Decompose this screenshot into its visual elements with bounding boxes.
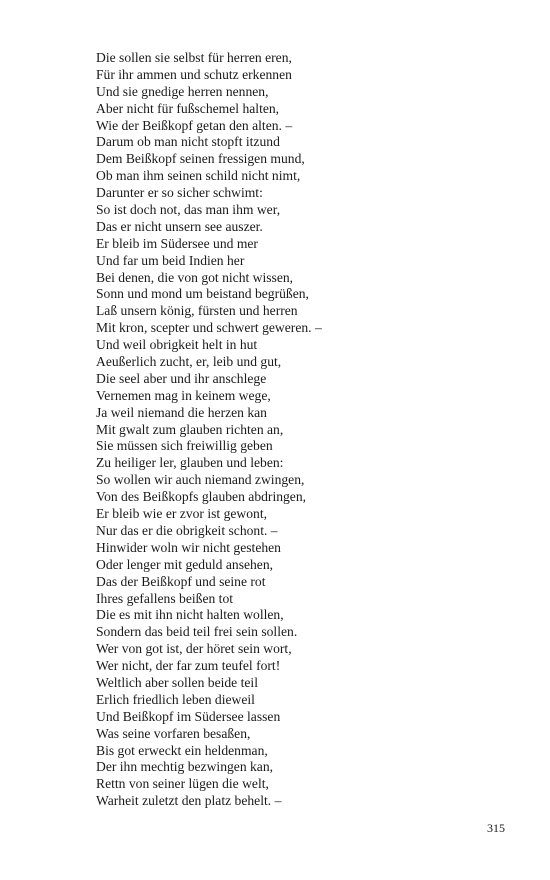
poem-line: Aeußerlich zucht, er, leib und gut, — [96, 354, 282, 370]
poem-line: Sie müssen sich freiwillig geben — [96, 438, 273, 454]
poem-line: Wer nicht, der far zum teufel fort! — [96, 658, 281, 674]
poem-line: Und weil obrigkeit helt in hut — [96, 337, 258, 353]
poem-line: Was seine vorfaren besaßen, — [96, 725, 251, 741]
poem-line: Darunter er so sicher schwimt: — [96, 185, 263, 201]
poem-line: Ja weil niemand die herzen kan — [96, 404, 267, 420]
poem-line: Aber nicht für fußschemel halten, — [96, 100, 280, 116]
poem-line: So ist doch not, das man ihm wer, — [96, 202, 281, 218]
poem-line: Ob man ihm seinen schild nicht nimt, — [96, 168, 301, 184]
poem-line: So wollen wir auch niemand zwingen, — [96, 472, 305, 488]
poem-line: Die es mit ihn nicht halten wollen, — [96, 607, 284, 623]
poem-line: Rettn von seiner lügen die welt, — [96, 776, 269, 792]
poem-line: Mit kron, scepter und schwert geweren. – — [96, 320, 322, 336]
poem-line: Die seel aber und ihr anschlege — [96, 370, 267, 386]
poem-line: Nur das er die obrigkeit schont. – — [96, 522, 278, 538]
poem-line: Hinwider woln wir nicht gestehen — [96, 539, 281, 555]
poem-line: Oder lenger mit geduld ansehen, — [96, 556, 274, 572]
poem-line: Dem Beißkopf seinen fressigen mund, — [96, 151, 305, 167]
poem-line: Von des Beißkopfs glauben abdringen, — [96, 489, 307, 505]
poem-line: Und sie gnedige herren nennen, — [96, 83, 269, 99]
poem-line: Das der Beißkopf und seine rot — [96, 573, 266, 589]
poem-line: Er bleib wie er zvor ist gewont, — [96, 506, 268, 522]
poem-line: Er bleib im Südersee und mer — [96, 235, 258, 251]
poem-line: Bei denen, die von got nicht wissen, — [96, 269, 294, 285]
poem-line: Der ihn mechtig bezwingen kan, — [96, 759, 274, 775]
poem-line: Und far um beid Indien her — [96, 252, 245, 268]
poem-text — [96, 50, 322, 810]
poem-line: Mit gwalt zum glauben richten an, — [96, 421, 284, 437]
poem-line: Sondern das beid teil frei sein sollen. — [96, 624, 298, 640]
poem-line: Sonn und mond um beistand begrüßen, — [96, 286, 309, 302]
poem-line: Bis got erweckt ein heldenman, — [96, 742, 268, 758]
poem-line: Laß unsern könig, fürsten und herren — [96, 303, 298, 319]
poem-line: Ihres gefallens beißen tot — [96, 590, 234, 606]
page-number: 315 — [487, 821, 505, 835]
poem-line: Darum ob man nicht stopft itzund — [96, 134, 280, 150]
poem-line: Das er nicht unsern see auszer. — [96, 218, 263, 234]
poem-line: Erlich friedlich leben dieweil — [96, 691, 255, 707]
poem-line: Weltlich aber sollen beide teil — [96, 674, 258, 690]
poem-line: Vernemen mag in keinem wege, — [96, 387, 271, 403]
poem-line: Wie der Beißkopf getan den alten. – — [96, 117, 293, 133]
poem-line: Zu heiliger ler, glauben und leben: — [96, 455, 284, 471]
poem-line: Die sollen sie selbst für herren eren, — [96, 50, 292, 65]
poem-line: Wer von got ist, der höret sein wort, — [96, 641, 292, 657]
poem-line: Und Beißkopf im Südersee lassen — [96, 708, 281, 724]
poem-line: Für ihr ammen und schutz erkennen — [96, 66, 292, 82]
poem-line: Warheit zuletzt den platz behelt. – — [96, 793, 282, 809]
